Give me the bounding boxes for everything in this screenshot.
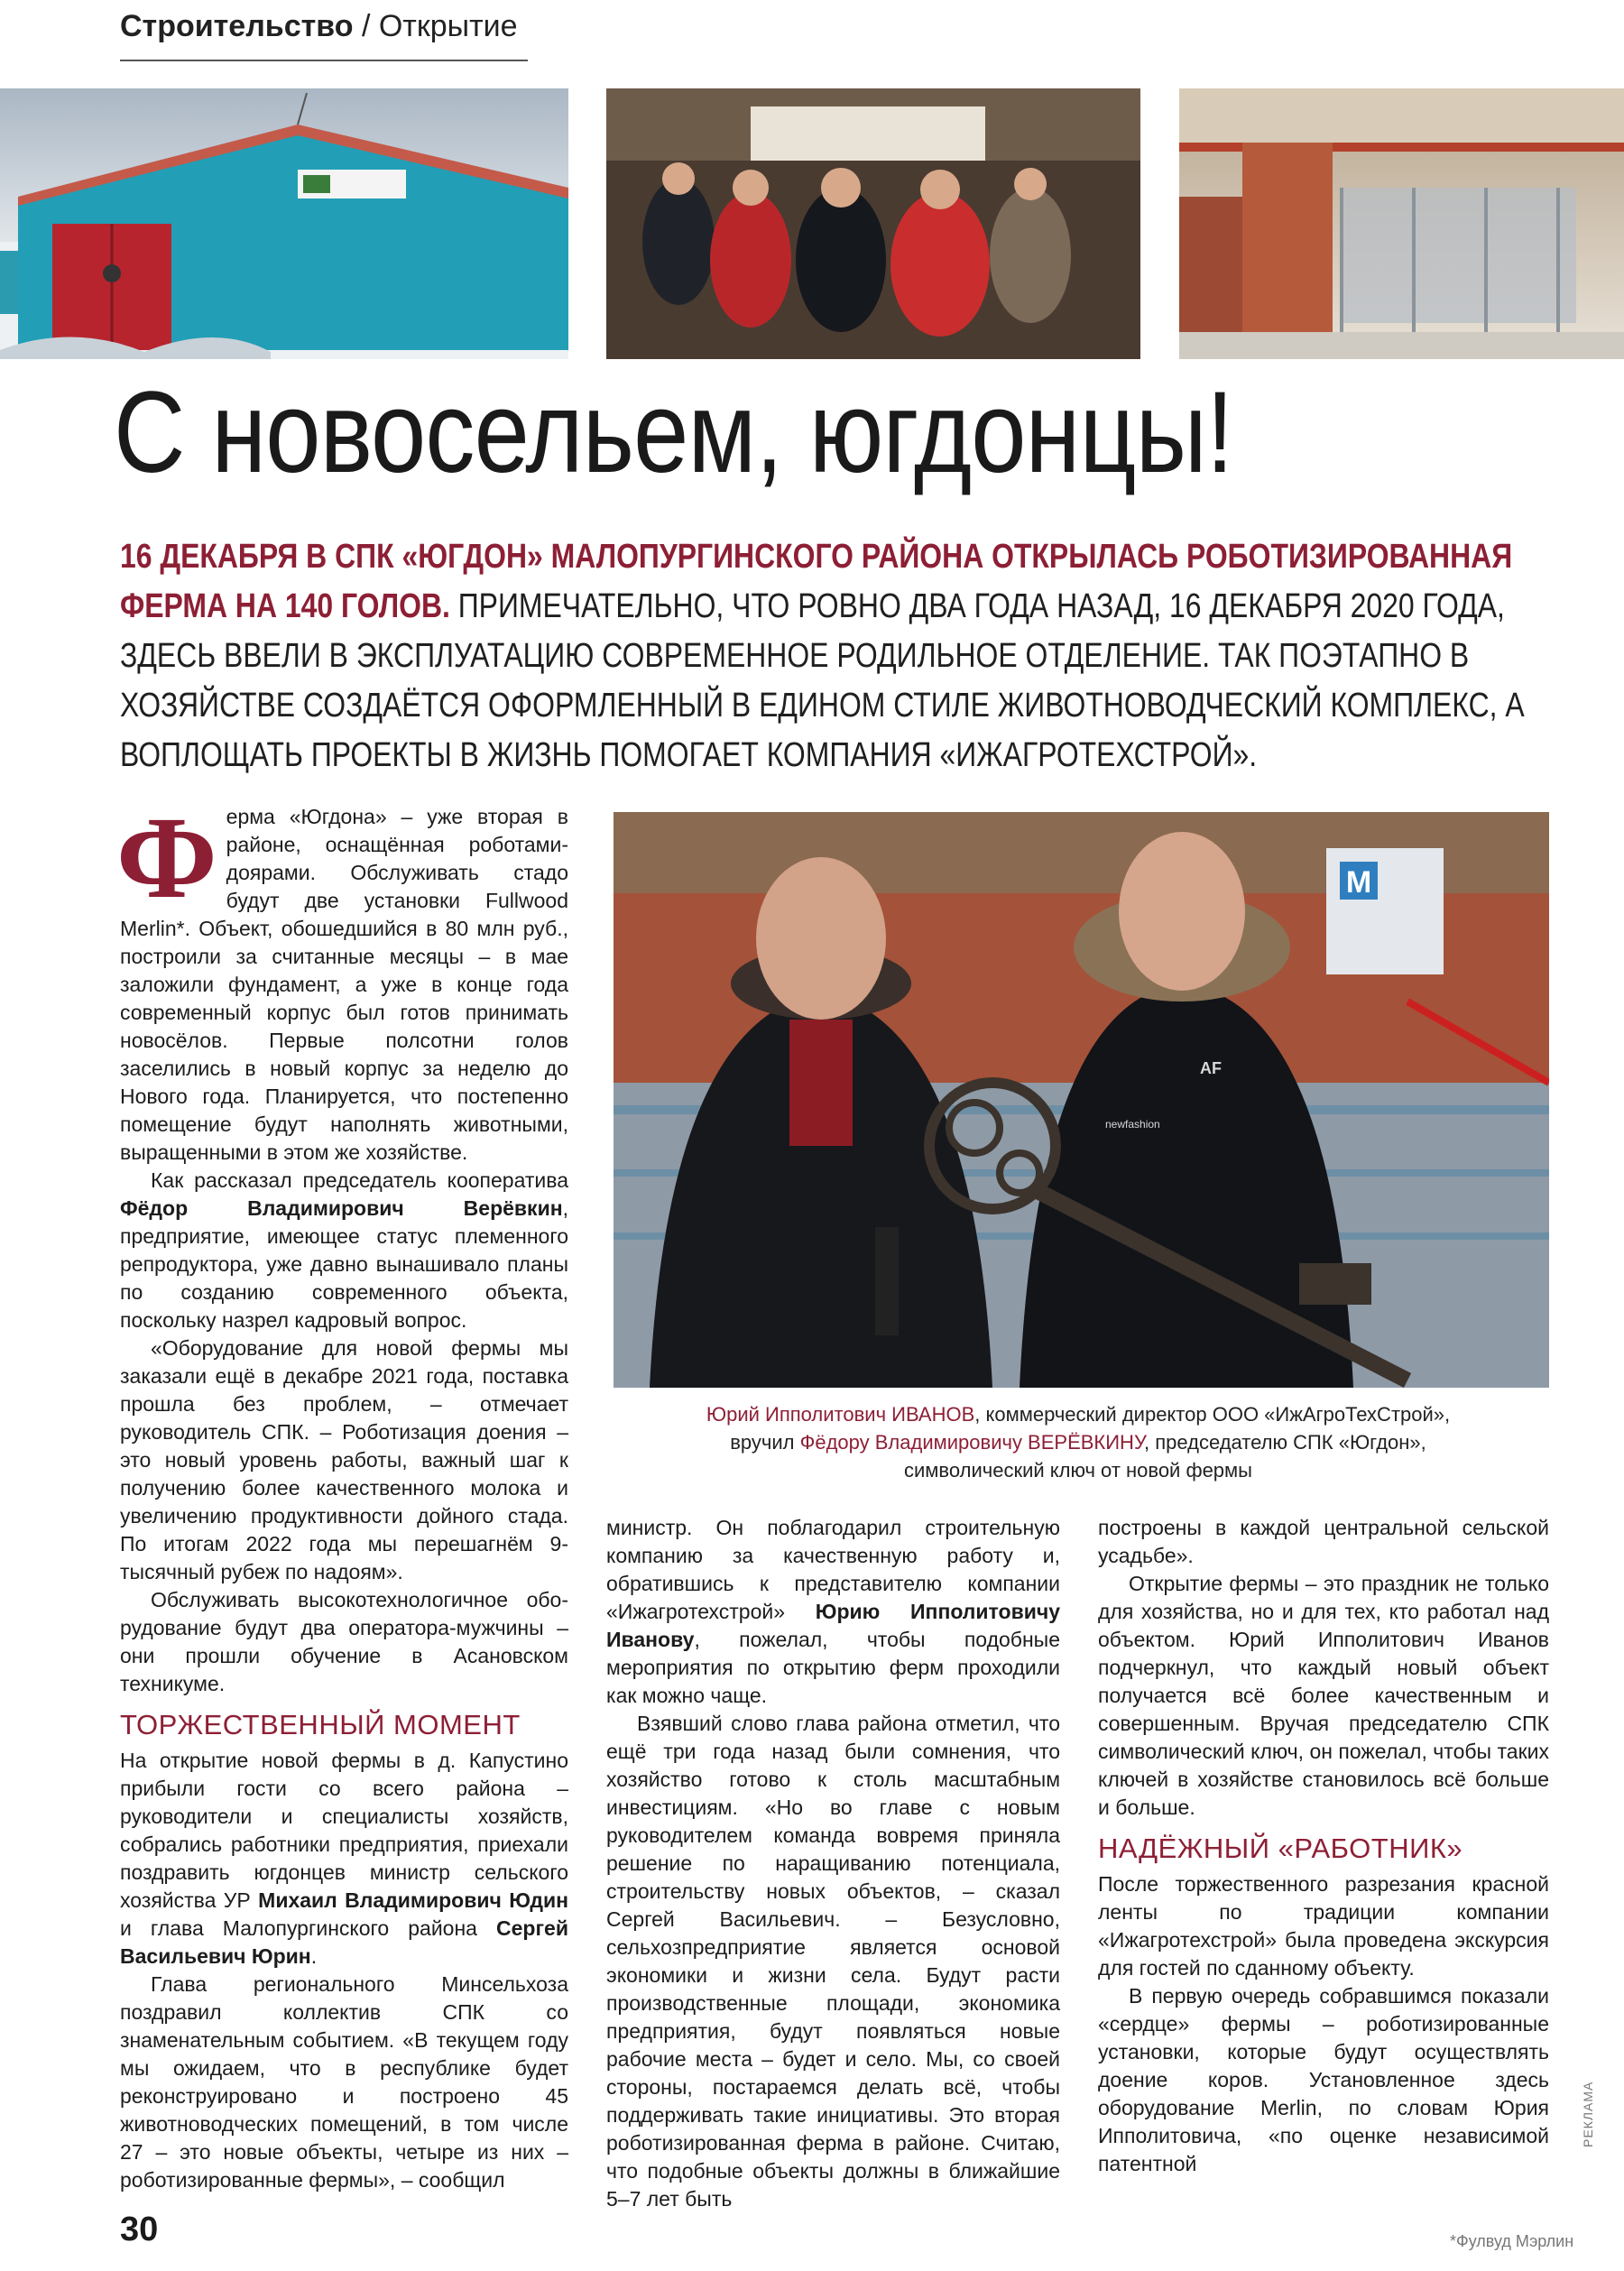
drop-cap: Ф	[116, 793, 217, 923]
photo-key-handover	[614, 812, 1549, 1388]
col1-p1-text: ерма «Югдона» – уже вторая в районе, оснащённая роботами-доярами. Обслуживать стадо будут две установки Fullwood Merlin*. Объект, обошедшийся в 80 млн руб., построили за считанные месяцы – в мае заложили фундамент, а уже в конце года современный корпус был готов принимать новосёлов. Первые полсотни голов заселились в новый корпус за неделю до Нового года. Планируется, что постепенно помещение будут наполнять животными, выращенными в этом же хозяйстве.	[120, 805, 568, 1164]
subheading-reliable-worker: НАДЁЖНЫЙ «РАБОТНИК»	[1098, 1832, 1463, 1864]
jacket-text: newfashion	[1105, 1118, 1160, 1131]
person-name-ivanov: Юрию Ипполитовичу Иванову	[606, 1600, 1060, 1651]
col1-p2-end: , предприятие, имеющее статус племенного репродуктора, уже давно вынашивало планы по созданию современного объекта, поскольку назрел кадровый вопрос.	[120, 1196, 568, 1332]
article-column-2	[606, 1514, 1060, 2213]
photo-interior	[1179, 88, 1624, 359]
col1-paragraph-2	[120, 1167, 568, 1334]
person-name-yudin: Михаил Владимирович Юдин	[258, 1888, 568, 1912]
lead-accent: 16 ДЕКАБРЯ В СПК «ЮГДОН» МАЛОПУРГИНСКОГО РАЙОНА ОТКРЫЛАСЬ РОБОТИЗИРОВАННАЯ ФЕРМА НА 140 ГОЛОВ.	[120, 538, 1513, 625]
person-name-verevkin: Фёдор Владимирович Верёвкин	[120, 1196, 563, 1220]
col1-paragraph-4: Обслуживать высокотехнологичное оборудование будут два оператора-мужчины – они прошли обучение в Асановском техникуме.	[120, 1588, 568, 1695]
col2-paragraph-2: Взявший слово глава района отметил, что ещё три года назад были сомнения, что хозяйство готово к столь масштабным инвестициям. «Но во главе с новым руководителем команда вовремя приняла решение по наращиванию потенциала, строительству новых объектов, – сказал Сергей Васильевич. – Безусловно, сельхозпредприятие является основой экономики и жизни села. Будут расти производственные площади, экономика предприятия, будут появляться новые рабочие места – будет и село. Мы, со своей стороны, постараемся делать всё, чтобы поддерживать такие инициативы. Это вторая роботизированная ферма в районе. Считаю, что подобные объекты должны в ближайшие 5–7 лет быть	[606, 1712, 1060, 2211]
col3-paragraph-3: После торжественного разрезания красной ленты по традиции компании «Ижагротехстрой» была проведена экскурсия для гостей по сданному объекту.	[1098, 1872, 1549, 1980]
col3-paragraph-4: В первую очередь собравшимся показали «сердце» фермы – роботизированные установки, которые будут осуществлять доение коров. Установленное здесь оборудование Merlin, по словам Юрия Ипполитовича, «по оценке независимой патентной	[1098, 1984, 1549, 2175]
caption-name-ivanov: Юрий Ипполитович ИВАНОВ	[706, 1403, 975, 1426]
caption-line-1	[577, 1400, 1579, 1428]
col1-p2-start: Как рассказал председатель кооператива	[151, 1168, 568, 1192]
article-column-3	[1098, 1514, 1549, 2178]
section-category: Строительство	[120, 9, 354, 43]
advertisement-label: РЕКЛАМА	[1581, 2081, 1595, 2147]
caption-line1-text: , коммерческий директор ООО «ИжАгроТехСтрой»,	[974, 1403, 1451, 1426]
caption-line-2	[577, 1428, 1579, 1456]
section-divider	[120, 60, 528, 61]
caption-line-3: символический ключ от новой фермы	[904, 1459, 1252, 1482]
col1-p5-start: На открытие новой фермы в д. Капустино прибыли гости со всего района – руководители и специалисты хозяйств, собрались работники предприятия, приехали поздравить югдонцев министр сельского хозяйства УР	[120, 1749, 568, 1912]
article-column-1	[116, 793, 568, 2194]
lead-rest: ПРИМЕЧАТЕЛЬНО, ЧТО РОВНО ДВА ГОДА НАЗАД, 16 ДЕКАБРЯ 2020 ГОДА, ЗДЕСЬ ВВЕЛИ В ЭКСПЛУАТАЦИЮ СОВРЕМЕННОЕ РОДИЛЬНОЕ ОТДЕЛЕНИЕ. ТАК ПОЭТАПНО В ХОЗЯЙСТВЕ СОЗДАЁТСЯ ОФОРМЛЕННЫЙ В ЕДИНОМ СТИЛЕ ЖИВОТНОВОДЧЕСКИЙ КОМПЛЕКС, А ВОПЛОЩАТЬ ПРОЕКТЫ В ЖИЗНЬ ПОМОГАЕТ КОМПАНИЯ «ИЖАГРОТЕХСТРОЙ».	[120, 587, 1525, 774]
jacket-logo: AF	[1200, 1059, 1222, 1077]
col1-paragraph-6: Глава регионального Минсельхоза поздравил коллектив СПК со знаменательным событием. «В текущем году мы ожидаем, что в республике будет реконструировано и построено 45 животноводческих помещений, в том числе 27 – это новые объекты, четыре из них – роботизированные фермы», – сообщил	[120, 1972, 568, 2192]
col2-p1-end: , пожелал, чтобы подобные мероприятия по открытию ферм проходили как можно чаще.	[606, 1628, 1060, 1707]
col3-paragraph-1: построены в каждой центральной сельской усадьбе».	[1098, 1516, 1549, 1567]
photo-caption	[577, 1400, 1579, 1484]
col2-p1-start: министр. Он поблагодарил строительную компанию за качественную работу и, обратившись к представителю компании «Ижагротехстрой»	[606, 1516, 1060, 1623]
section-sub: Открытие	[378, 9, 518, 43]
headline: С новосельем, югдонцы!	[114, 368, 1233, 497]
lead-paragraph	[120, 532, 1545, 780]
col2-paragraph-1	[606, 1514, 1060, 1710]
person-name-yurin: Сергей Васильевич Юрин	[120, 1916, 568, 1968]
section-header	[120, 9, 518, 44]
subheading-ceremony: ТОРЖЕСТВЕННЫЙ МОМЕНТ	[120, 1709, 521, 1740]
col1-p5-mid: и глава Малопургинского района	[120, 1916, 497, 1940]
crowd-illustration	[606, 88, 1140, 359]
col1-paragraph-1	[116, 793, 568, 1167]
interior-illustration	[1179, 88, 1624, 359]
col1-p5-end: .	[310, 1944, 318, 1968]
merlin-sign: M	[1345, 865, 1372, 900]
col1-paragraph-3: «Оборудование для новой фермы мы заказали ещё в декабре 2021 года, поставка прошла без проблем, – отмечает руководитель СПК. – Роботизация доения – это новый уровень работы, важный шаг к получению более качественного молока и увеличению продуктивности дойного стада. По итогам 2022 года мы перешагнём 9-тысячный рубеж по надоям».	[120, 1336, 568, 1583]
col1-paragraph-5	[120, 1747, 568, 1971]
caption-line2-end: , председателю СПК «Югдон»,	[1144, 1431, 1426, 1454]
key-handover-illustration	[614, 812, 1549, 1388]
barn-illustration	[0, 88, 568, 359]
footnote: *Фулвуд Мэрлин	[1450, 2232, 1574, 2250]
photo-crowd	[606, 88, 1140, 359]
caption-name-verevkin: Фёдору Владимировичу ВЕРЁВКИНУ	[799, 1431, 1144, 1454]
photo-barn	[0, 88, 568, 359]
page-number: 30	[120, 2211, 159, 2248]
caption-line2-start: вручил	[730, 1431, 800, 1454]
col3-paragraph-2: Открытие фермы – это праздник не только для хозяйства, но и для тех, кто работал над объектом. Юрий Ипполитович Иванов подчеркнул, что каждый новый объект получается всё более качественным и совершенным. Вручая председателю СПК символический ключ, он пожелал, чтобы таких ключей в хозяйстве становилось всё больше и больше.	[1098, 1572, 1549, 1819]
section-separator: /	[353, 9, 379, 43]
